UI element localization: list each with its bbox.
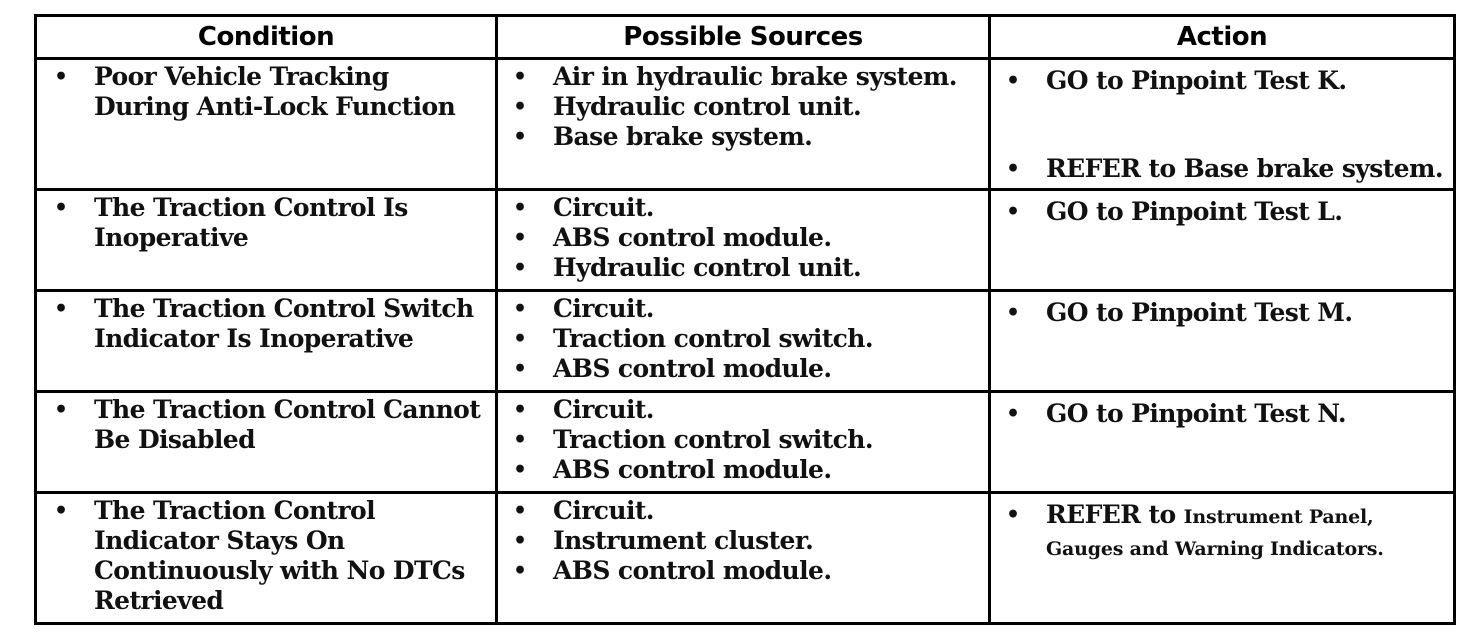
condition-text: • The Traction Control Indicator Stays On Continuously with No DTCs Retrieved: [94, 496, 489, 616]
action-cell: [990, 392, 1455, 493]
header-action: Action: [990, 16, 1455, 59]
table-row: [36, 291, 1455, 392]
condition-text: • The Traction Control Switch Indicator Is Inoperative: [94, 294, 489, 354]
action-item: [1046, 500, 1447, 564]
source-item: • Instrument cluster.: [553, 526, 982, 556]
sources-cell: [497, 392, 990, 493]
condition-cell: [36, 493, 497, 624]
condition-cell: [36, 190, 497, 291]
condition-cell: [36, 392, 497, 493]
table-row: [36, 493, 1455, 624]
table-row: [36, 59, 1455, 190]
action-item: • REFER to Base brake system.: [1046, 154, 1447, 184]
source-item: • Hydraulic control unit.: [553, 92, 982, 122]
source-item: • ABS control module.: [553, 223, 982, 253]
source-item: • Air in hydraulic brake system.: [553, 62, 982, 92]
table-row: [36, 190, 1455, 291]
condition-text: • The Traction Control Is Inoperative: [94, 193, 489, 253]
source-item: • Traction control switch.: [553, 324, 982, 354]
diagnostic-table-sheet: [34, 14, 1444, 625]
action-cell: [990, 190, 1455, 291]
source-item: • Circuit.: [553, 496, 982, 526]
condition-text: • Poor Vehicle Tracking During Anti-Lock Function: [94, 62, 489, 122]
condition-text: • The Traction Control Cannot Be Disabled: [94, 395, 489, 455]
action-item: • GO to Pinpoint Test M.: [1046, 298, 1447, 328]
action-reference: Instrument Panel, Gauges and Warning Indicators.: [1046, 506, 1384, 560]
sources-cell: [497, 190, 990, 291]
sources-cell: [497, 291, 990, 392]
sources-cell: [497, 59, 990, 190]
action-prefix: REFER to: [1046, 500, 1176, 529]
source-item: • Circuit.: [553, 294, 982, 324]
action-item: • GO to Pinpoint Test L.: [1046, 197, 1447, 227]
action-cell: [990, 59, 1455, 190]
action-item: • GO to Pinpoint Test N.: [1046, 399, 1447, 429]
source-item: • Circuit.: [553, 193, 982, 223]
sources-cell: [497, 493, 990, 624]
symptom-chart-table: [34, 14, 1456, 625]
condition-cell: [36, 59, 497, 190]
source-item: • ABS control module.: [553, 354, 982, 384]
header-row: [36, 16, 1455, 59]
header-possible-sources: Possible Sources: [497, 16, 990, 59]
condition-cell: [36, 291, 497, 392]
action-item: • GO to Pinpoint Test K.: [1046, 66, 1447, 96]
source-item: • ABS control module.: [553, 556, 982, 586]
action-cell: [990, 291, 1455, 392]
source-item: • Circuit.: [553, 395, 982, 425]
source-item: • ABS control module.: [553, 455, 982, 485]
source-item: • Traction control switch.: [553, 425, 982, 455]
source-item: • Base brake system.: [553, 122, 982, 152]
action-cell: [990, 493, 1455, 624]
header-condition: Condition: [36, 16, 497, 59]
source-item: • Hydraulic control unit.: [553, 253, 982, 283]
table-row: [36, 392, 1455, 493]
